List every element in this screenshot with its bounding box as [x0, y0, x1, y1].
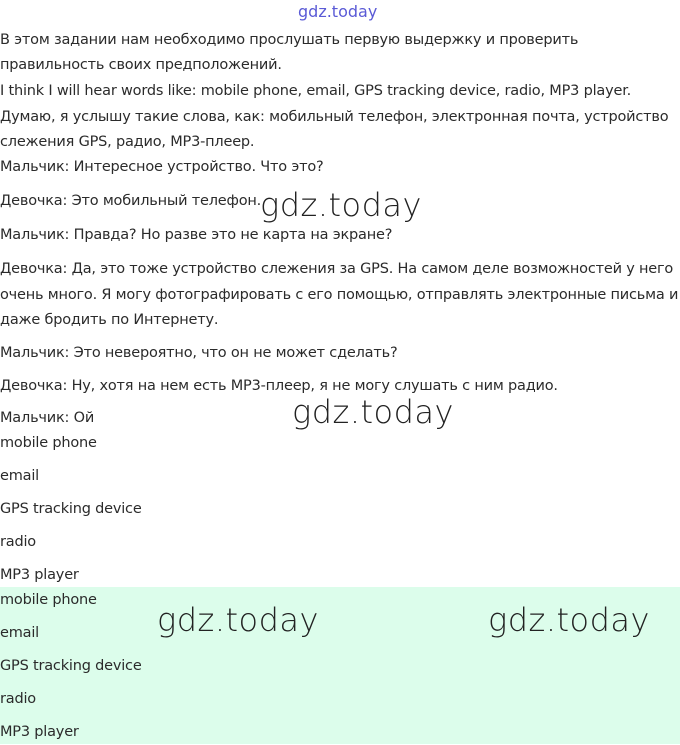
- list-item: mobile phone: [0, 435, 97, 451]
- dialogue-line: Девочка: Это мобильный телефон.: [0, 193, 262, 209]
- list-item: radio: [0, 534, 36, 550]
- answer-item: radio: [0, 691, 36, 707]
- answer-item: email: [0, 625, 39, 641]
- watermark-top: gdz.today: [298, 2, 378, 21]
- watermark: gdz.today: [292, 393, 454, 431]
- dialogue-line: даже бродить по Интернету.: [0, 312, 219, 328]
- dialogue-line: Мальчик: Ой: [0, 410, 95, 426]
- intro-line-2: правильность своих предположений.: [0, 57, 282, 73]
- watermark: gdz.today: [157, 601, 319, 639]
- intro-line-1: В этом задании нам необходимо прослушать первую выдержку и проверить: [0, 32, 579, 48]
- list-item: email: [0, 468, 39, 484]
- answer-item: mobile phone: [0, 592, 97, 608]
- list-item: MP3 player: [0, 567, 79, 583]
- answer-item: MP3 player: [0, 724, 79, 740]
- dialogue-line: Мальчик: Это невероятно, что он не может сделать?: [0, 345, 398, 361]
- intro-russian-2: слежения GPS, радио, MP3-плеер.: [0, 134, 255, 150]
- watermark: gdz.today: [260, 186, 422, 224]
- dialogue-line: Девочка: Ну, хотя на нем есть MP3-плеер, я не могу слушать с ним радио.: [0, 378, 558, 394]
- dialogue-line: очень много. Я могу фотографировать с его помощью, отправлять электронные письма и: [0, 287, 679, 303]
- answer-item: GPS tracking device: [0, 658, 142, 674]
- dialogue-line: Мальчик: Интересное устройство. Что это?: [0, 159, 324, 175]
- list-item: GPS tracking device: [0, 501, 142, 517]
- intro-english: I think I will hear words like: mobile phone, email, GPS tracking device, radio, MP3 player.: [0, 83, 632, 99]
- watermark: gdz.today: [488, 601, 650, 639]
- intro-russian-1: Думаю, я услышу такие слова, как: мобильный телефон, электронная почта, устройство: [0, 109, 669, 125]
- dialogue-line: Мальчик: Правда? Но разве это не карта на экране?: [0, 227, 393, 243]
- dialogue-line: Девочка: Да, это тоже устройство слежения за GPS. На самом деле возможностей у него: [0, 261, 674, 277]
